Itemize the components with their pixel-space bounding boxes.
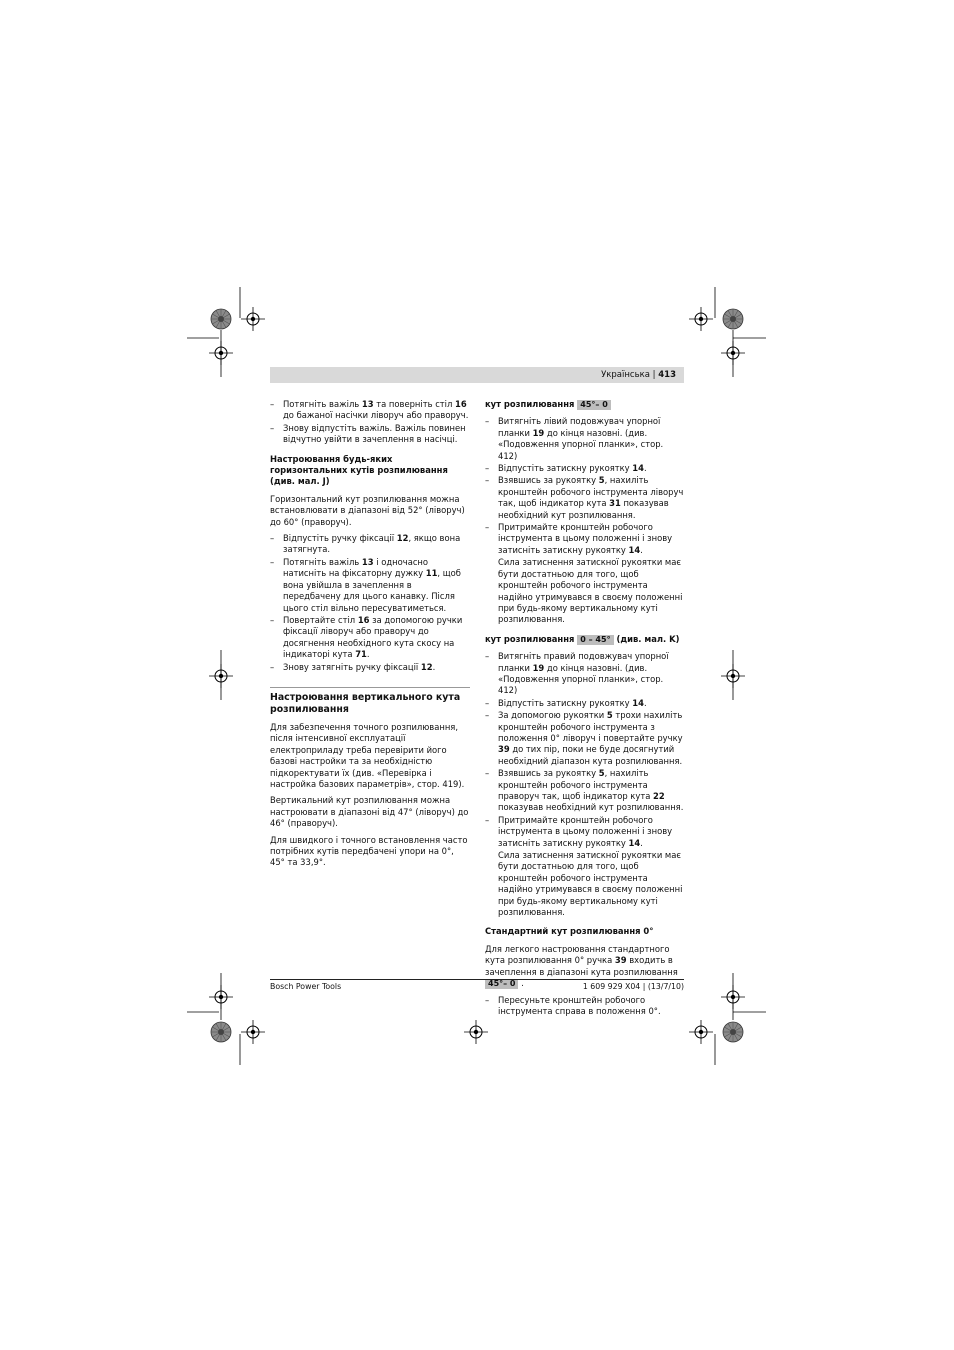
item-text: , нахиліть кронштейн робочого інструмента ліворуч так, щоб індикатор кута [498,475,684,509]
item-text: За допомогою рукоятки [498,710,607,721]
dash-bullet: – [485,710,490,721]
section-paragraph-1: Для забезпечення точного розпилювання, після інтенсивної експлуатації електроприладу треба перевірити його базові настройки та за необхідністю підкоректувати їх (див. «Перевірка і настройка базових параметрів», стор. 419). [270,721,465,789]
dash-bullet: – [270,399,275,409]
target-center [218,1029,224,1035]
part-number: 11 [425,568,438,579]
part-number: 12 [396,533,409,544]
part-number: 16 [455,399,467,409]
target-center [218,316,224,322]
part-number: 13 [361,399,374,409]
dash-bullet: – [485,768,490,779]
dash-bullet: – [485,994,490,1005]
page-header [270,367,684,383]
item-text: . [643,697,647,708]
header-separator: | [652,370,656,380]
left-intro-list [270,399,470,446]
part-number: 22 [653,791,665,801]
dash-bullet: – [270,556,275,567]
part-number: 5 [598,768,605,779]
list-item [270,423,470,446]
item-text: Пересуньте кронштейн робочого інструмента справа в положення 0°. [498,994,661,1016]
item-text: . [640,544,643,555]
list-item [485,815,685,919]
part-number: 19 [532,427,545,438]
item-text: і одночасно натисніть на фіксаторну дужку [283,556,429,579]
item-text: до кінця назовні. (див. «Подовження упорної планки», стор. 412) [498,427,664,461]
list-item [485,651,685,697]
item-text: та поверніть стіл [373,399,456,409]
item-text: Повертайте стіл [283,614,358,625]
angle-range-badge: 45°– 0 [577,400,610,410]
footer-doc-id: 1 609 929 X04 | (13/7/10) [582,982,684,991]
subheading-label: кут розпилювання [485,633,575,644]
angle-range-badge: 45°– 0 [485,979,518,989]
item-text: , щоб вона увійшла в зачеплення в передбачену для цього канавку. Після цього стіл вільно пересуватиметься. [283,568,461,613]
standard-angle-step-list [485,995,685,1018]
section-paragraph-3: Для швидкого і точного встановлення часто потрібних кутів передбачені упори на 0°, 45° та 33,9°. [270,834,468,868]
section-paragraph-2: Вертикальний кут розпилювання можна настроювати в діапазоні від 47° (ліворуч) до 46° (праворуч). [270,795,469,829]
part-number: 39 [614,955,627,966]
list-item [485,475,685,521]
item-text: Потягніть важіль [283,399,362,409]
registration-dot [699,317,703,321]
item-text: , нахиліть кронштейн робочого інструмента праворуч так, щоб індикатор кута [498,768,653,801]
dash-bullet: – [485,475,490,486]
list-item [485,522,685,626]
list-item [485,995,685,1018]
dash-bullet: – [485,697,490,708]
part-number: 12 [420,661,433,672]
item-text: показував необхідний кут розпилювання. [498,802,684,813]
footer-divider [270,979,684,980]
dash-bullet: – [270,422,275,433]
list-item [485,463,685,474]
subheading-left-tilt [485,399,685,410]
angle-range-badge: 0 – 45° [577,635,613,645]
registration-dot [251,317,255,321]
list-item [485,698,685,709]
dash-bullet: – [270,661,275,672]
part-number: 14 [628,544,641,555]
target-center [730,1029,736,1035]
part-number: 5 [606,710,613,721]
registration-dot [251,1030,255,1034]
left-tilt-step-list [485,416,685,625]
list-item [485,416,685,462]
item-text: Взявшись за рукоятку [498,475,599,486]
dash-bullet: – [270,614,275,625]
item-text: Витягніть правий подовжувач упорної планки [498,651,669,673]
item-continuation: Сила затиснення затискної рукоятки має бути достатньою для того, щоб кронштейн робочого інструмента надійно утримувався в своєму положенні при будь-якому вертикальному куті розпилювання. [498,850,683,918]
dash-bullet: – [485,416,490,427]
right-column [485,399,685,1018]
item-text: за допомогою ручки фіксації ліворуч або праворуч до досягнення необхідного кута скосу на індикаторі кута [283,614,463,660]
header-language: Українська [601,370,650,380]
left-step-list [270,533,470,673]
item-text: Притримайте кронштейн робочого інструмента в цьому положенні і знову затисніть затискну рукоятку [498,522,673,555]
page-number: 413 [658,370,676,380]
list-item [270,615,470,661]
list-item [270,533,470,556]
registration-dot [474,1030,478,1034]
item-text: трохи нахиліть кронштейн робочого інструмента з положення 0° ліворуч і повертайте ручку [498,710,683,743]
part-number: 14 [628,837,641,848]
item-text: . [432,661,436,672]
list-item [270,557,470,614]
part-number: 5 [598,475,605,486]
item-text: . [640,837,643,848]
item-text: до бажаної насічки ліворуч або праворуч. [283,410,469,421]
item-text: Знову відпустіть важіль. Важіль повинен відчутно увійти в зачеплення в насічці. [283,422,466,445]
list-item [485,710,685,767]
dash-bullet: – [485,814,490,825]
subheading-label: кут розпилювання [485,399,575,409]
header-text [601,369,676,381]
dash-bullet: – [485,522,490,533]
part-number: 14 [632,463,644,474]
item-text: , якщо вона затягнута. [283,533,461,555]
dash-bullet: – [270,533,275,544]
part-number: 16 [357,614,370,625]
paragraph-text: входить в зачеплення в діапазоні кута розпилювання [485,955,678,977]
footer-brand: Bosch Power Tools [270,982,342,991]
registration-dot [699,1030,703,1034]
section-title: Настроювання вертикального кута розпилювання [270,691,461,715]
item-text: Відпустіть затискну рукоятку [498,463,633,474]
subheading-standard-angle: Стандартний кут розпилювання 0° [485,926,654,937]
part-number: 19 [532,662,545,673]
item-text: до тих пір, поки не буде досягнутий необхідний діапазон кута розпилювання. [498,744,683,766]
paragraph-text: Для легкого настроювання стандартного кута розпилювання 0° ручка [485,943,670,966]
item-text: Витягніть лівий подовжувач упорної планки [498,416,661,438]
figure-reference: (див. мал. K) [616,633,680,644]
dash-bullet: – [485,651,490,662]
item-text: Відпустіть затискну рукоятку [498,697,633,708]
part-number: 31 [609,498,621,509]
item-text: показував необхідний кут розпилювання. [498,498,669,520]
item-text: . [366,649,370,660]
item-text: Відпустіть ручку фіксації [283,533,397,544]
part-number: 39 [498,744,510,755]
part-number: 14 [632,697,644,708]
item-text: Потягніть важіль [283,556,362,567]
item-text: Знову затягніть ручку фіксації [283,661,421,672]
item-text: Притримайте кронштейн робочого інструмента в цьому положенні і знову затисніть затискну рукоятку [498,814,673,848]
item-text: до кінця назовні. (див. «Подовження упорної планки», стор. 412) [498,662,664,696]
item-text: Взявшись за рукоятку [498,768,599,779]
paragraph-end: . [521,978,524,989]
left-column [270,399,470,874]
list-item [270,662,470,673]
part-number: 13 [361,556,374,567]
left-subheading: Настроювання будь-яких горизонтальних кутів розпилювання (див. мал. J) [270,453,448,487]
subheading-right-tilt [485,634,685,645]
list-item [270,399,470,422]
section-divider [270,687,470,688]
dash-bullet: – [485,463,490,474]
item-continuation: Сила затиснення затискної рукоятки має бути достатньою для того, щоб кронштейн робочого інструмента надійно утримувався в своєму положенні при будь-якому вертикальному куті розпилювання. [498,557,683,625]
left-paragraph: Горизонтальний кут розпилювання можна встановлювати в діапазоні від 52° (ліворуч) до 60° (праворуч). [270,493,465,527]
list-item [485,768,685,814]
part-number: 71 [355,649,367,660]
item-text: . [643,463,647,474]
target-center [730,316,736,322]
right-tilt-step-list [485,651,685,918]
